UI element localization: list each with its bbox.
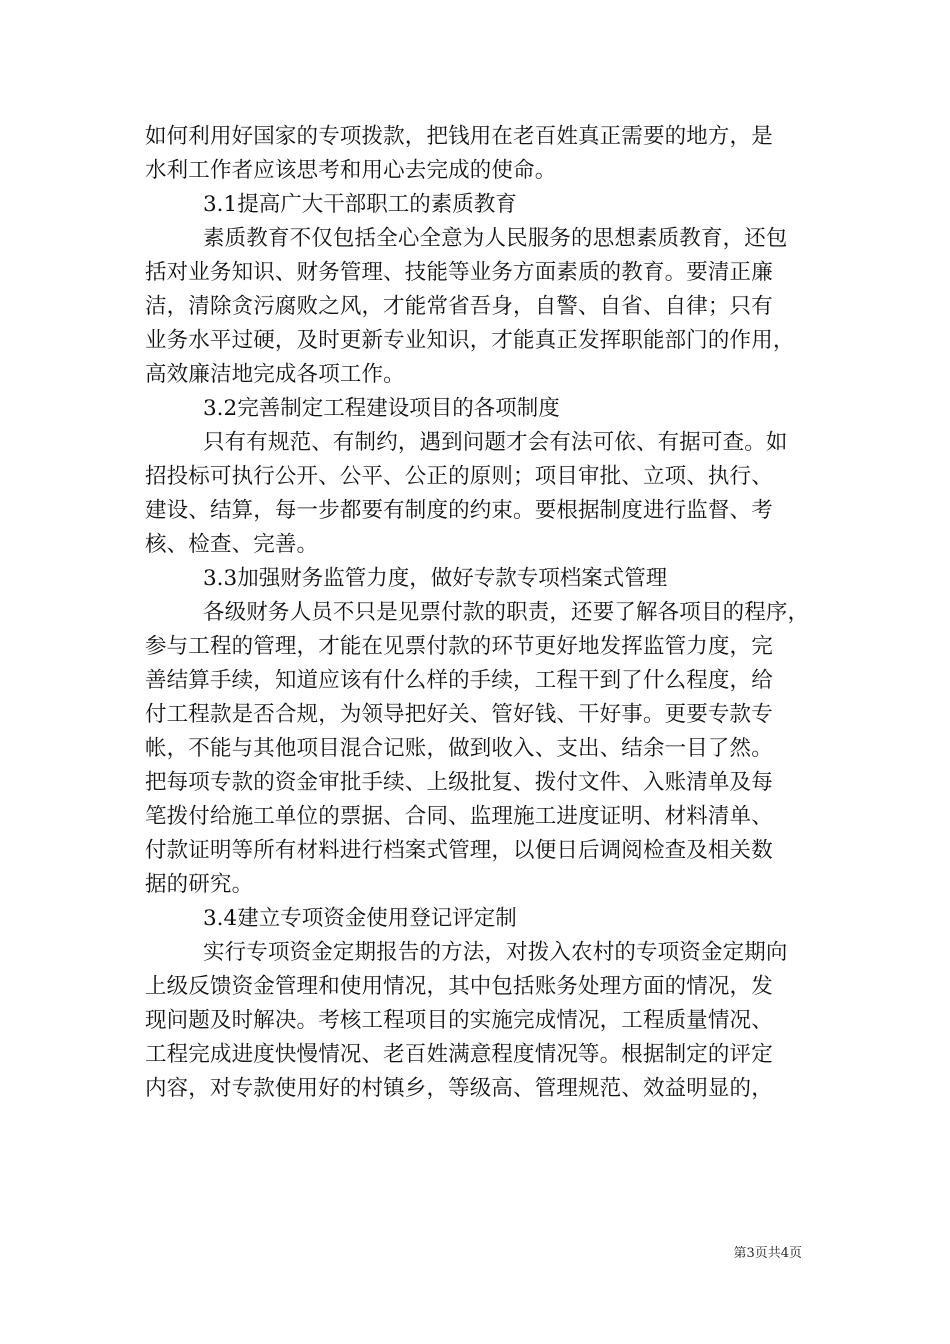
paragraph-line: 高效廉洁地完成各项工作。	[145, 362, 405, 387]
paragraph-line: 实行专项资金定期报告的方法，对拨入农村的专项资金定期向	[203, 940, 788, 965]
paragraph-line: 内容，对专款使用好的村镇乡，等级高、管理规范、效益明显的，	[145, 1076, 773, 1101]
paragraph-line: 帐，不能与其他项目混合记账，做到收入、支出、结余一目了然。	[145, 736, 773, 761]
document-body	[145, 120, 813, 1106]
paragraph-line: 上级反馈资金管理和使用情况，其中包括账务处理方面的情况，发	[145, 974, 773, 999]
paragraph-line: 笔拨付给施工单位的票据、合同、监理施工进度证明、材料清单、	[145, 804, 773, 829]
paragraph-line: 业务水平过硬，及时更新专业知识，才能真正发挥职能部门的作用，	[145, 328, 795, 353]
page-number: 第3页共4页	[733, 1246, 802, 1261]
paragraph-line: 只有有规范、有制约，遇到问题才会有法可依、有据可查。如	[203, 430, 788, 455]
paragraph-line: 参与工程的管理，才能在见票付款的环节更好地发挥监管力度，完	[145, 634, 773, 659]
section-heading-3-1: 3.1提高广大干部职工的素质教育	[203, 192, 517, 217]
paragraph-line: 把每项专款的资金审批手续、上级批复、拨付文件、入账清单及每	[145, 770, 773, 795]
paragraph-line: 招投标可执行公开、公平、公正的原则；项目审批、立项、执行、	[145, 464, 773, 489]
section-heading-3-3: 3.3加强财务监管力度，做好专款专项档案式管理	[203, 566, 668, 591]
paragraph-line: 各级财务人员不只是见票付款的职责，还要了解各项目的程序，	[203, 600, 810, 625]
paragraph-line: 如何利用好国家的专项拨款，把钱用在老百姓真正需要的地方，是	[145, 124, 773, 149]
paragraph-line: 据的研究。	[145, 872, 254, 897]
paragraph-line: 付款证明等所有材料进行档案式管理，以便日后调阅检查及相关数	[145, 838, 773, 863]
section-heading-3-2: 3.2完善制定工程建设项目的各项制度	[203, 396, 560, 421]
paragraph-line: 建设、结算，每一步都要有制度的约束。要根据制度进行监督、考	[145, 498, 773, 523]
paragraph-line: 素质教育不仅包括全心全意为人民服务的思想素质教育，还包	[203, 226, 788, 251]
paragraph-line: 工程完成进度快慢情况、老百姓满意程度情况等。根据制定的评定	[145, 1042, 773, 1067]
paragraph-line: 现问题及时解决。考核工程项目的实施完成情况，工程质量情况、	[145, 1008, 773, 1033]
paragraph-line: 善结算手续，知道应该有什么样的手续，工程干到了什么程度，给	[145, 668, 773, 693]
paragraph-line: 洁，清除贪污腐败之风，才能常省吾身，自警、自省、自律；只有	[145, 294, 773, 319]
paragraph-line: 核、检查、完善。	[145, 532, 319, 557]
paragraph-line: 括对业务知识、财务管理、技能等业务方面素质的教育。要清正廉	[145, 260, 773, 285]
section-heading-3-4: 3.4建立专项资金使用登记评定制	[203, 906, 517, 931]
paragraph-line: 水利工作者应该思考和用心去完成的使命。	[145, 158, 557, 183]
paragraph-line: 付工程款是否合规，为领导把好关、管好钱、干好事。更要专款专	[145, 702, 773, 727]
